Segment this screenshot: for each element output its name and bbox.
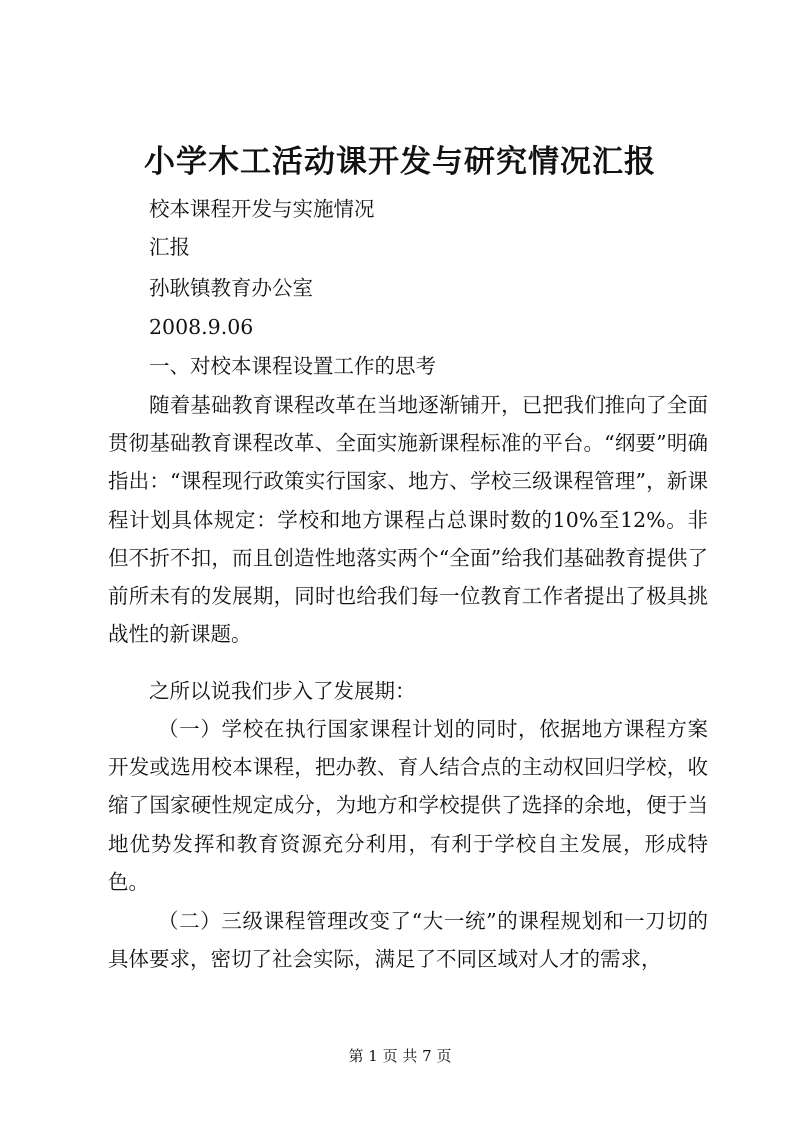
section-heading: 一、对校本课程设置工作的思考 [149,354,436,378]
paragraph-4: （二）三级课程管理改变了“大一统”的课程规划和一刀切的具体要求，密切了社会实际，满足了不同区域对人才的需求， [108,909,708,972]
paragraph-1: 随着基础教育课程改革在当地逐渐铺开，已把我们推向了全面贯彻基础教育课程改革、全面实施新课程标准的平台。“纲要”明确指出：“课程现行政策实行国家、地方、学校三级课程管理”，新课程计划具体规定：学校和地方课程占总课时数的10%至12%。非但不折不扣，而且创造性地落实两个“全面”给我们基础教育提供了前所未有的发展期，同时也给我们每一位教育工作者提出了极具挑战性的新课题。 [108,393,708,647]
subtitle-line-1: 校本课程开发与实施情况 [149,197,375,221]
page-footer: 第 1 页 共 7 页 [348,1047,452,1065]
document-title: 小学木工活动课开发与研究情况汇报 [144,144,656,180]
subtitle-line-2: 汇报 [149,235,190,259]
paragraph-2: 之所以说我们步入了发展期： [149,679,416,703]
document-date: 2008.9.06 [149,315,254,339]
paragraph-3: （一）学校在执行国家课程计划的同时，依据地方课程方案开发或选用校本课程，把办教、育人结合点的主动权回归学校，收缩了国家硬性规定成分，为地方和学校提供了选择的余地，便于当地优势发挥和教育资源充分利用，有利于学校自主发展，形成特色。 [108,717,708,894]
organization-name: 孙耿镇教育办公室 [149,276,313,300]
